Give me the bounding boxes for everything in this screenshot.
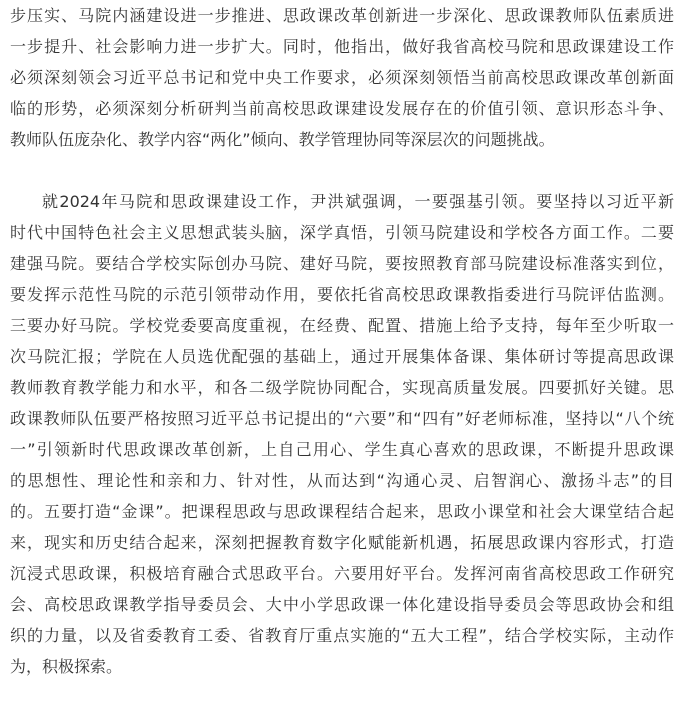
text-line: 三要办好马院。学校党委要高度重视，在经费、配置、措施上给予支持，每年至少听取一 [10,316,674,335]
text-line: 就2024年马院和思政课建设工作，尹洪斌强调，一要强基引领。要坚持以习近平新 [42,192,674,211]
text-line: 次马院汇报；学院在人员选优配强的基础上，通过开展集体备课、集体研讨等提高思政课 [10,347,674,366]
text-line: 时代中国特色社会主义思想武装头脑，深学真悟，引领马院建设和学校各方面工作。二要 [10,223,674,242]
text-line: 教师队伍庞杂化、教学内容“两化”倾向、教学管理协同等深层次的问题挑战。 [10,130,555,149]
paragraph-2 [10,186,674,682]
text-line: 必须深刻领会习近平总书记和党中央工作要求，必须深刻领悟当前高校思政课改革创新面 [10,68,674,87]
text-line: 的思想性、理论性和亲和力、针对性，从而达到“沟通心灵、启智润心、激扬斗志”的目 [10,471,674,490]
paragraph-gap [10,155,674,186]
text-line: 临的形势，必须深刻分析研判当前高校思政课建设发展存在的价值引领、意识形态斗争、 [10,99,674,118]
text-line: 要发挥示范性马院的示范引领带动作用，要依托省高校思政课教指委进行马院评估监测。 [10,285,674,304]
paragraph-1 [10,0,674,155]
text-line: 的。五要打造“金课”。把课程思政与思政课程结合起来，思政小课堂和社会大课堂结合起 [10,502,674,521]
text-line: 建强马院。要结合学校实际创办马院、建好马院，要按照教育部马院建设标准落实到位， [10,254,674,273]
text-line: 一步提升、社会影响力进一步扩大。同时，他指出，做好我省高校马院和思政课建设工作 [10,37,674,56]
text-line: 来，现实和历史结合起来，深刻把握教育数字化赋能新机遇，拓展思政课内容形式，打造 [10,533,674,552]
text-line: 政课教师队伍要严格按照习近平总书记提出的“六要”和“四有”好老师标准，坚持以“八个统 [10,409,674,428]
text-line: 沉浸式思政课，积极培育融合式思政平台。六要用好平台。发挥河南省高校思政工作研究 [10,564,674,583]
article-body [10,0,674,682]
text-line: 会、高校思政课教学指导委员会、大中小学思政课一体化建设指导委员会等思政协会和组 [10,595,674,614]
text-line: 为，积极探索。 [10,657,123,676]
text-line: 步压实、马院内涵建设进一步推进、思政课改革创新进一步深化、思政课教师队伍素质进 [10,6,674,25]
text-line: 一”引领新时代思政课改革创新，上自己用心、学生真心喜欢的思政课，不断提升思政课 [10,440,674,459]
text-line: 教师教育教学能力和水平，和各二级学院协同配合，实现高质量发展。四要抓好关键。思 [10,378,674,397]
text-line: 织的力量，以及省委教育工委、省教育厅重点实施的“五大工程”，结合学校实际，主动作 [10,626,674,645]
